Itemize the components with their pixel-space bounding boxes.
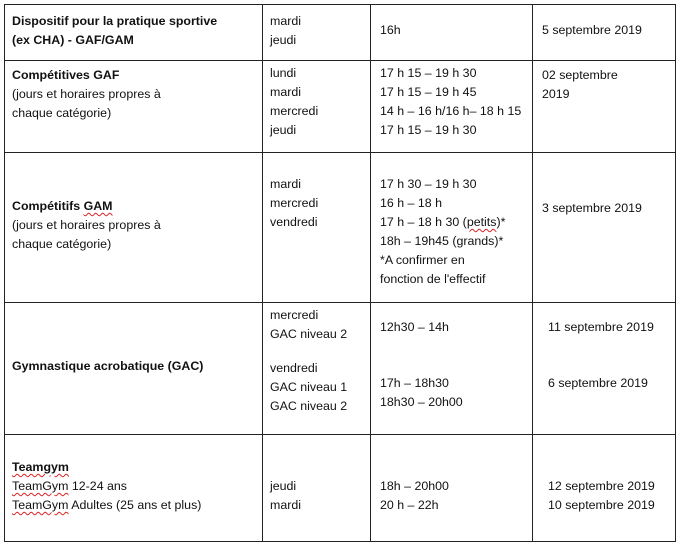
start-date-cell: 5 septembre 2019: [542, 23, 642, 37]
row-divider: [4, 434, 676, 435]
times-cell: 17 h 15 – 19 h 30 17 h 15 – 19 h 45 14 h – 16 h/16 h– 18 h 15 17 h 15 – 19 h 30: [380, 66, 522, 137]
times-cell: 17 h 30 – 19 h 30 16 h – 18 h 17 h – 18 h 30 (petits)* 18h – 19h45 (grands)* *A confirmer en fonction de l'effectif: [380, 177, 506, 286]
times-cell: 18h – 20h00 20 h – 22h: [380, 479, 449, 512]
activity-cell: Dispositif pour la pratique sportive (ex CHA) - GAF/GAM: [12, 14, 218, 47]
start-date-cell: 02 septembre 2019: [542, 68, 618, 101]
days-cell: mardi mercredi vendredi: [270, 177, 319, 229]
times-cell: 12h30 – 14h 17h – 18h30 18h30 – 20h00: [380, 320, 463, 409]
column-divider: [370, 4, 371, 542]
start-date-cell: 3 septembre 2019: [542, 201, 642, 215]
days-cell: mercredi GAC niveau 2 vendredi GAC niveau 1 GAC niveau 2: [270, 308, 348, 413]
times-cell: 16h: [380, 23, 401, 37]
column-divider: [532, 4, 533, 542]
row-divider: [4, 152, 676, 153]
table-border-right: [675, 4, 676, 542]
table-border-top: [4, 4, 676, 5]
row-divider: [4, 302, 676, 303]
days-cell: jeudi mardi: [270, 479, 301, 512]
days-cell: mardi jeudi: [270, 14, 301, 47]
activity-cell: Compétitives GAF (jours et horaires propres à chaque catégorie): [12, 68, 161, 120]
activity-cell: Teamgym TeamGym 12-24 ans TeamGym Adultes (25 ans et plus): [12, 460, 202, 512]
column-divider: [262, 4, 263, 542]
row-divider: [4, 60, 676, 61]
table-border-bottom: [4, 541, 676, 542]
activity-cell: Gymnastique acrobatique (GAC): [12, 359, 204, 373]
table-border-left: [4, 4, 5, 542]
schedule-table: [4, 4, 676, 542]
start-date-cell: 12 septembre 2019 10 septembre 2019: [548, 479, 655, 512]
days-cell: lundi mardi mercredi jeudi: [270, 66, 319, 137]
activity-cell: Compétitifs GAM (jours et horaires propres à chaque catégorie): [12, 199, 161, 251]
start-date-cell: 11 septembre 2019 6 septembre 2019: [548, 320, 654, 390]
